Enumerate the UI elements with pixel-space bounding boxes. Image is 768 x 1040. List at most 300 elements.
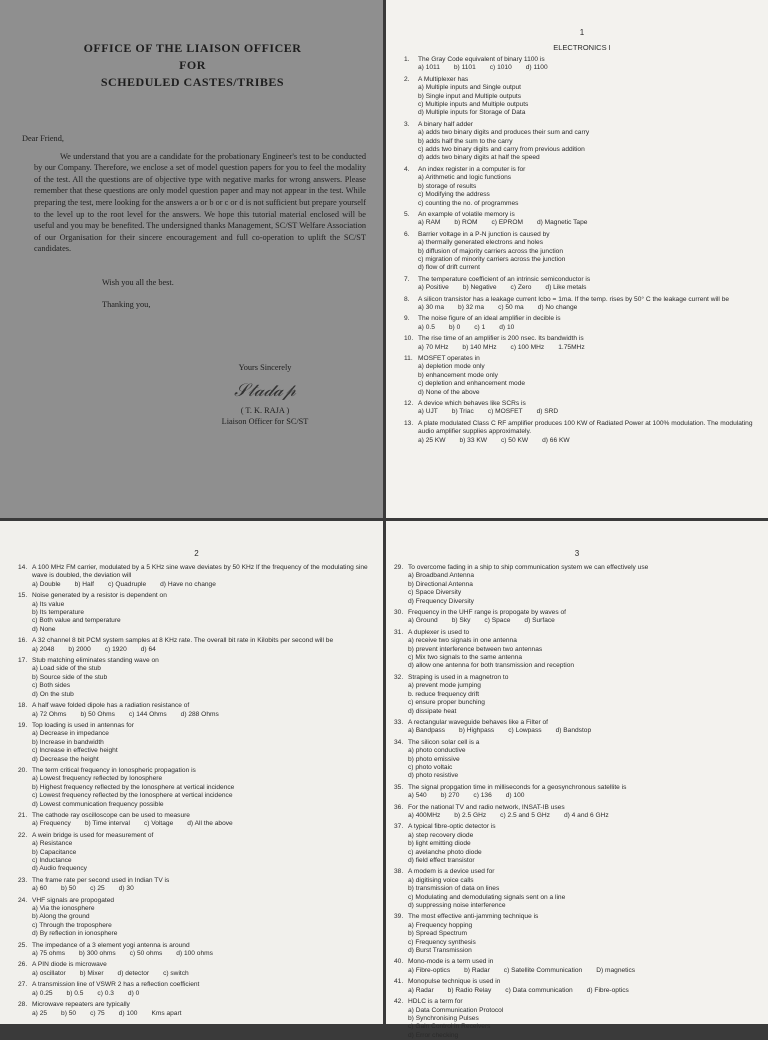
question-text: Monopulse technique is used in [408,978,760,986]
answer-option: c) Space Diversity [408,589,577,597]
answer-option: c) Data communication [505,987,572,995]
question-item [18,877,375,894]
answer-option: c) Zero [511,284,532,292]
answer-option: a) Load side of the stub [32,665,197,673]
answer-option: d) Like metals [545,284,586,292]
answer-option: D) magnetics [596,967,635,975]
question-item [18,722,375,764]
answer-option: d) Lowest communication frequency possible [32,801,361,809]
question-number: 2. [404,76,418,118]
answer-option: c) 25 [90,885,105,893]
question-number: 38. [394,868,408,910]
question-options [418,129,760,163]
letter-body: We understand that you are a candidate for the probationary Engineer's test to be conducted by our Company. Therefore, we enclose a set of model question papers for you to feel the modality of the test. All the questions are of objective type with negative marks for wrong answers. Please remember that these questions are only model question paper and may not appear in the test. While preparing the test, mere looking for the answers a or b or c or d is not sufficient but prepare yourself to the level up to the root level for the answers. We hope this tutorial material enclosed will be useful and you may be benefited. The undersigned thanks Management, SC/ST Welfare Association of our Organisation for their sincere encouragement and full co-operation to uplift the SC/ST candidates. [34,151,366,255]
answer-option: a) Via the ionosphere [32,905,197,913]
answer-option: b) Source side of the stub [32,674,197,682]
question-options [32,711,375,719]
question-number: 8. [404,296,418,313]
question-item [18,981,375,998]
question-options [32,950,375,958]
question-options [408,727,760,735]
question-text: An example of volatile memory is [418,211,760,219]
question-item [18,767,375,809]
answer-option: c) 50 ma [498,304,524,312]
question-item [394,823,760,865]
question-number: 29. [394,564,408,606]
answer-option: d) Burst Transmission [408,947,577,955]
answer-option: d) Surface [524,617,554,625]
question-text: Mono-mode is a term used in [408,958,760,966]
question-text: The impedance of a 3 element yogi antenna is around [32,942,375,950]
question-text: A binary half adder [418,121,760,129]
question-number: 34. [394,739,408,781]
answer-option: a) oscillator [32,970,66,978]
letter-wish: Wish you all the best. [102,277,363,289]
answer-option: d) Multiple inputs for Storage of Data [418,109,746,117]
answer-option: b) 32 ma [458,304,484,312]
answer-option: d) 30 [119,885,134,893]
page-number: 1 [404,28,760,37]
question-text: The frame rate per second used in Indian TV is [32,877,375,885]
answer-option: d) field effect transistor [408,857,577,865]
question-text: A 32 channel 8 bit PCM system samples at 8 KHz rate. The overall bit rate in Kilobits per second will be [32,637,375,645]
question-options [418,64,760,72]
question-item [18,942,375,959]
question-number: 11. [404,355,418,397]
letter-thanks: Thanking you, [102,299,363,311]
question-text: VHF signals are propogated [32,897,375,905]
question-item [404,76,760,118]
answer-option: d) On the stub [32,691,197,699]
question-number: 15. [18,592,32,634]
answer-option: b) Spread Spectrum [408,930,577,938]
answer-option: d) suppressing noise interference [408,902,577,910]
answer-option: c) adds two binary digits and carry from previous addition [418,146,746,154]
question-options [32,840,375,874]
answer-option: b) Half [75,581,94,589]
question-number: 21. [18,812,32,829]
answer-option: b) Mixer [80,970,104,978]
question-number: 12. [404,400,418,417]
answer-option: a) Lowest frequency reflected by Ionosphere [32,775,361,783]
answer-option: 1.75MHz [558,344,584,352]
question-item [18,592,375,634]
answer-option: a) step recovery diode [408,832,577,840]
answer-option: b) 2000 [68,646,90,654]
question-options [418,84,760,118]
answer-option: d) 100 [119,1010,138,1018]
answer-option: b) Triac [452,408,474,416]
answer-option: d) Decrease the height [32,756,197,764]
answer-option: c) Inductance [32,857,197,865]
question-item [394,868,760,910]
question-text: Microwave repeaters are typically [32,1001,375,1009]
question-options [32,905,375,939]
question-number: 31. [394,629,408,671]
answer-option: c) Space [484,617,510,625]
answer-option: a) Arithmetic and logic functions [418,174,582,182]
question-options [408,747,760,781]
answer-option: d) 66 KW [542,437,569,445]
question-text: A half wave folded dipole has a radiation resistance of [32,702,375,710]
answer-option: a) 2048 [32,646,54,654]
answer-option: c) 1920 [105,646,127,654]
answer-option: a) 70 MHz [418,344,448,352]
answer-option: b) 0.5 [67,990,84,998]
question-item [18,1001,375,1018]
question-options [418,437,760,445]
answer-option: c) Increase in effective height [32,747,197,755]
answer-option: a) digitising voice calls [408,877,577,885]
answer-option: a) 540 [408,792,427,800]
question-options [408,877,760,911]
answer-option: c) Lowest frequency reflected by the Ionosphere at vertical incidence [32,792,361,800]
question-options [408,637,760,671]
answer-option: a) 60 [32,885,47,893]
answer-option: d) Bandstop [556,727,592,735]
question-options [418,284,760,292]
answer-option: b) Synchronising Pulses [408,1015,577,1023]
answer-option: a) receive two signals in one antenna [408,637,746,645]
answer-option: a) Frequency [32,820,71,828]
answer-option: a) UJT [418,408,438,416]
question-number: 7. [404,276,418,293]
letter-greeting: Dear Friend, [22,133,363,145]
question-text: A duplexer is used to [408,629,760,637]
signatory-name: ( T. K. RAJA ) [195,405,335,417]
question-options [408,922,760,956]
answer-option: a) 0.25 [32,990,53,998]
question-item [18,812,375,829]
question-number: 10. [404,335,418,352]
question-number: 41. [394,978,408,995]
answer-option: b) 50 [61,885,76,893]
question-text: A typical fibre-optic detector is [408,823,760,831]
question-text: The noise figure of an ideal amplifier in decible is [418,315,760,323]
question-options [418,408,760,416]
question-item [18,637,375,654]
question-item [404,121,760,163]
question-item [404,166,760,208]
answer-option: c) 100 MHz [511,344,545,352]
answer-option: c) Both sides [32,682,197,690]
question-options [32,601,375,635]
heading-line: OFFICE OF THE LIAISON OFFICER [22,40,363,57]
question-number: 17. [18,657,32,699]
question-options [418,344,760,352]
answer-option: a) Radar [408,987,434,995]
answer-option: c) switch [163,970,189,978]
answer-option: b) 140 MHz [462,344,496,352]
question-text: The most effective anti-jamming technique is [408,913,760,921]
signatory-designation: Liaison Officer for SC/ST [195,416,335,428]
question-item [394,998,760,1040]
question-text: A 100 MHz FM carrier, modulated by a 5 KHz sine wave deviates by 50 KHz If the frequency of the modulating sine wave is doubled, the deviation will [32,564,375,581]
answer-option: a) Data Communication Protocol [408,1007,577,1015]
answer-option: a) 25 KW [418,437,445,445]
question-number: 26. [18,961,32,978]
question-number: 18. [18,702,32,719]
answer-option: a) Ground [408,617,438,625]
answer-option: b) photo emissive [408,756,577,764]
question-number: 6. [404,231,418,273]
question-text: A transmission line of VSWR 2 has a reflection coefficient [32,981,375,989]
answer-option: a) thermally generated electrons and holes [418,239,746,247]
answer-option: c) Through the troposphere [32,922,197,930]
question-number: 20. [18,767,32,809]
question-text: A plate modulated Class C RF amplifier produces 100 KW of Radiated Power at 100% modulation. The modulating audio amplifier supplies approximately. [418,420,760,437]
question-options [418,219,760,227]
answer-option: c) Mix two signals to the same antenna [408,654,746,662]
letter-heading [22,40,363,91]
question-number: 22. [18,832,32,874]
answer-option: d) 100 ohms [176,950,213,958]
question-item [18,832,375,874]
question-number: 5. [404,211,418,228]
answer-option: c) Both value and temperature [32,617,197,625]
answer-option: d) detector [118,970,150,978]
answer-option: a) Fibre-optics [408,967,450,975]
answer-option: b) 33 KW [459,437,486,445]
answer-option: d) Magnetic Tape [537,219,587,227]
question-text: A modem is a device used for [408,868,760,876]
page-number: 3 [394,549,760,558]
question-options [418,239,760,273]
answer-option: b) Its temperature [32,609,197,617]
question-item [394,784,760,801]
answer-option: b) storage of results [418,183,582,191]
question-text: To overcome fading in a ship to ship communication system we can effectively use [408,564,760,572]
question-item [404,400,760,417]
question-number: 28. [18,1001,32,1018]
question-text: The cathode ray oscilloscope can be used to measure [32,812,375,820]
question-text: Top loading is used in antennas for [32,722,375,730]
answer-option: d) Fibre-optics [587,987,629,995]
question-item [394,913,760,955]
answer-option: Kms apart [151,1010,181,1018]
answer-option: b) enhancement mode only [418,372,582,380]
answer-option: a) 75 ohms [32,950,65,958]
question-options [408,967,760,975]
question-text: MOSFET operates in [418,355,760,363]
answer-option: a) Positive [418,284,449,292]
question-item [18,564,375,589]
question-options [32,820,375,828]
question-number: 4. [404,166,418,208]
answer-option: d) By reflection in ionosphere [32,930,197,938]
question-text: Barrier voltage in a P-N junction is caused by [418,231,760,239]
answer-option: c) Voltage [144,820,173,828]
question-list [404,56,760,445]
answer-option: a) Bandpass [408,727,445,735]
question-text: A device which behaves like SCRs is [418,400,760,408]
question-text: An index register in a computer is for [418,166,760,174]
question-number: 40. [394,958,408,975]
answer-option: d) 10 [499,324,514,332]
question-number: 42. [394,998,408,1040]
answer-option: c) Multiple inputs and Multiple outputs [418,101,746,109]
answer-option: d) SRD [537,408,559,416]
answer-option: c) 136 [473,792,491,800]
answer-option: d) 100 [506,792,525,800]
question-options [408,987,760,995]
question-number: 33. [394,719,408,736]
handwritten-signature: 𝒮𝓉𝒶𝒹𝒶𝓅 [195,380,335,401]
question-number: 3. [404,121,418,163]
question-options [418,363,760,397]
answer-option: b) Capacitance [32,849,197,857]
question-number: 32. [394,674,408,716]
question-item [404,355,760,397]
answer-option: d) 4 and 6 GHz [564,812,609,820]
question-item [18,897,375,939]
question-number: 16. [18,637,32,654]
answer-option: c) Quadruple [108,581,146,589]
question-item [404,231,760,273]
answer-option: b) Increase in bandwidth [32,739,197,747]
question-text: A Multiplexer has [418,76,760,84]
question-options [408,832,760,866]
answer-option: a) Frequency hopping [408,922,577,930]
exam-page-3 [386,521,768,1024]
answer-option: a) Multiple inputs and Single output [418,84,746,92]
answer-option: b) Highest frequency reflected by the Ionosphere at vertical incidence [32,784,361,792]
answer-option: a) Resistance [32,840,197,848]
answer-option: c) depletion and enhancement mode [418,380,582,388]
answer-option: d) Audio frequency [32,865,197,873]
question-options [418,324,760,332]
question-item [18,657,375,699]
signature-block [195,362,335,428]
question-number: 14. [18,564,32,589]
answer-option: c) photo voltaic [408,764,577,772]
question-text: Noise generated by a resistor is dependent on [32,592,375,600]
question-item [18,961,375,978]
answer-option: c) 2.5 and 5 GHz [500,812,550,820]
question-text: For the national TV and radio network, INSAT-IB uses [408,804,760,812]
answer-option: d) dissipate heat [408,708,577,716]
answer-option: d) No change [538,304,578,312]
answer-option: b) Directional Antenna [408,581,577,589]
question-item [404,315,760,332]
question-number: 19. [18,722,32,764]
heading-line: FOR [22,57,363,74]
question-item [404,296,760,313]
question-item [404,56,760,73]
letter-closing: Yours Sincerely [195,362,335,374]
answer-option: b) Highpass [459,727,494,735]
answer-option: b) transmission of data on lines [408,885,577,893]
question-text: Stub matching eliminates standing wave on [32,657,375,665]
answer-option: d) flow of drift current [418,264,746,272]
question-item [404,211,760,228]
question-text: A PIN diode is microwave [32,961,375,969]
answer-option: a) adds two binary digits and produces their sum and carry [418,129,746,137]
question-options [408,792,760,800]
question-text: The term critical frequency in Ionospheric propagation is [32,767,375,775]
page-number: 2 [18,549,375,558]
question-text: HDLC is a term for [408,998,760,1006]
answer-option: d) 288 Ohms [181,711,219,719]
answer-option: a) Decrease in impedance [32,730,197,738]
answer-option: a) photo conductive [408,747,577,755]
question-number: 37. [394,823,408,865]
answer-option: b) ROM [454,219,477,227]
question-options [418,174,760,208]
question-text: Frequency in the UHF range is propogate by waves of [408,609,760,617]
answer-option: c) EPROM [491,219,523,227]
answer-option: c) 1010 [490,64,512,72]
answer-option: c) Modulating and demodulating signals sent on a line [408,894,577,902]
question-number: 23. [18,877,32,894]
question-text: Straping is used in a magnetron to [408,674,760,682]
question-text: The silicon solar cell is a [408,739,760,747]
answer-option: a) RAM [418,219,440,227]
question-options [32,581,375,589]
question-options [32,730,375,764]
answer-option: a) depletion mode only [418,363,582,371]
answer-option: b) 50 Ohms [80,711,114,719]
question-number: 24. [18,897,32,939]
answer-option: b) 300 ohms [79,950,116,958]
question-options [418,304,760,312]
exam-page-1 [386,0,768,518]
answer-option: a) 0.5 [418,324,435,332]
answer-option: c) 0.3 [97,990,114,998]
answer-option: c) MOSFET [488,408,523,416]
question-item [394,629,760,671]
heading-line: SCHEDULED CASTES/TRIBES [22,74,363,91]
answer-option: a) Broadband Antenna [408,572,577,580]
answer-option: c) Gain Control in Receivers [408,1023,577,1031]
answer-option: d) Error checking [408,1032,577,1040]
question-item [394,739,760,781]
answer-option: c) Frequency synthesis [408,939,577,947]
answer-option: c) Satellite Communication [504,967,582,975]
answer-option: d) Frequency Diversity [408,598,577,606]
question-list [394,564,760,1040]
answer-option: c) counting the no. of programmes [418,200,582,208]
question-item [404,335,760,352]
question-options [32,646,375,654]
answer-option: a) 30 ma [418,304,444,312]
question-number: 36. [394,804,408,821]
question-text: The Gray Code equivalent of binary 1100 is [418,56,760,64]
question-item [404,420,760,445]
answer-option: b) diffusion of majority carriers across the junction [418,248,746,256]
exam-page-2 [0,521,383,1024]
answer-option: d) 64 [141,646,156,654]
question-options [408,617,760,625]
question-item [394,978,760,995]
question-text: The signal propgation time in milliseconds for a geosynchronous satellite is [408,784,760,792]
question-number: 13. [404,420,418,445]
answer-option: b) 0 [449,324,460,332]
answer-option: a) prevent mode jumping [408,682,577,690]
question-text: A silicon transistor has a leakage current Icbo = 1ma. If the temp. rises by 50° C the leakage current will be [418,296,760,304]
answer-option: b. reduce frequency drift [408,691,577,699]
answer-option: b) Radio Relay [448,987,492,995]
answer-option: a) 72 Ohms [32,711,66,719]
question-number: 1. [404,56,418,73]
question-number: 25. [18,942,32,959]
answer-option: a) Its value [32,601,197,609]
question-options [32,970,375,978]
answer-option: d) None [32,626,197,634]
question-options [32,885,375,893]
answer-option: c) avelanche photo diode [408,849,577,857]
answer-option: c) Modifying the address [418,191,582,199]
